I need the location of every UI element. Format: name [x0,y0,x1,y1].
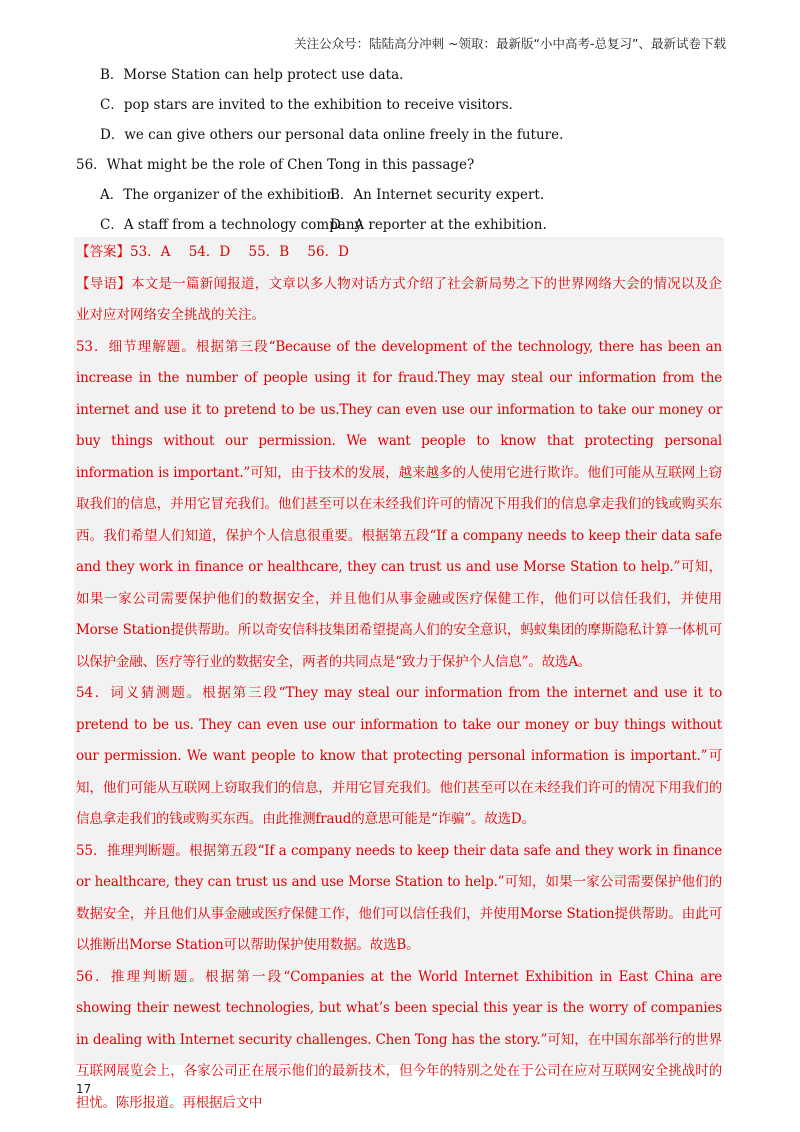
q55-option-c: C．pop stars are invited to the exhibition to receive visitors. [100,97,513,113]
q56-option-c: C．A staff from a technology company. [100,217,365,233]
q55-option-d: D．we can give others our personal data online freely in the future. [100,127,564,143]
q56-option-b: B．An Internet security expert. [330,187,545,203]
q56-option-d: D．A reporter at the exhibition. [330,217,547,233]
page-header: 关注公众号：陆陆高分冲刺 ~领取：最新版“小中高考-总复习”、最新试卷下载 [294,36,726,51]
q56-stem: 56．What might be the role of Chen Tong in this passage? [76,157,475,173]
page-number: 17 [76,1082,92,1096]
explanation-55: 55．推理判断题。根据第五段“If a company needs to keep their data safe and they work in finance or healthcare, they can trust us and use Morse Station to help.”可知，如果一家公司需要保护他们的数据安全，并且他们从事金融或医疗保健工作，他们可以信任我们，并使用Morse Station提供帮助。由此可以推断出Morse Station可以帮助保护使用数据。故选B。 [76,842,722,953]
q56-options-row1 [76,180,736,210]
question-options [76,60,736,240]
explanation-54: 54．词义猜测题。根据第三段“They may steal our information from the internet and use it to pretend to be us. They can even use our information to take our money or buy things without our permission. We want people to know that protecting personal information is important.”可知，他们可能从互联网上窃取我们的信息，并用它冒充我们。他们甚至可以在未经我们许可的情况下用我们的信息拿走我们的钱或购买东西。由此推测fraud的意思可能是“诈骗”。故选D。 [76,685,722,827]
q56-option-a: A．The organizer of the exhibition. [100,187,340,203]
q55-option-b: B．Morse Station can help protect use data. [100,67,404,83]
q56-options-row2 [76,210,736,240]
explanation-56: 56．推理判断题。根据第一段“Companies at the World Internet Exhibition in East China are showing their newest technologies, but what’s been special this year is the worry of companies in dealing with Internet security challenges. Chen Tong has the story.”可知，在中国东部举行的世界互联网展览会上，各家公司正在展示他们的最新技术，但今年的特别之处在于公司在应对互联网安全挑战时的担忧。陈彤报道。再根据后文中 [76,968,722,1111]
guide-text: 【导语】本文是一篇新闻报道，文章以多人物对话方式介绍了社会新局势之下的世界网络大会的情况以及企业对应对网络安全挑战的关注。 [76,275,722,323]
explanation-53: 53．细节理解题。根据第三段“Because of the development of the technology, there has been an increase in the number of people using it for fraud.They may steal our information from the internet and use it to pretend to be us.They can even use our information to take our money or buy things without our permission. We want people to know that protecting personal information is important.”可知，由于技术的发展，越来越多的人使用它进行欺诈。他们可能从互联网上窃取我们的信息，并用它冒充我们。他们甚至可以在未经我们许可的情况下用我们的信息拿走我们的钱或购买东西。我们希望人们知道，保护个人信息很重要。根据第五段“If a company needs to keep their data safe and they work in finance or healthcare, they can trust us and use Morse Station to help.”可知，如果一家公司需要保护他们的数据安全，并且他们从事金融或医疗保健工作，他们可以信任我们，并使用Morse Station提供帮助。所以奇安信科技集团希望提高人们的安全意识，蚂蚁集团的摩斯隐私计算一体机可以保护金融、医疗等行业的数据安全，两者的共同点是“致力于保护个人信息”。故选A。 [76,338,722,670]
answer-key: 【答案】53．A 54．D 55．B 56．D [76,244,349,260]
